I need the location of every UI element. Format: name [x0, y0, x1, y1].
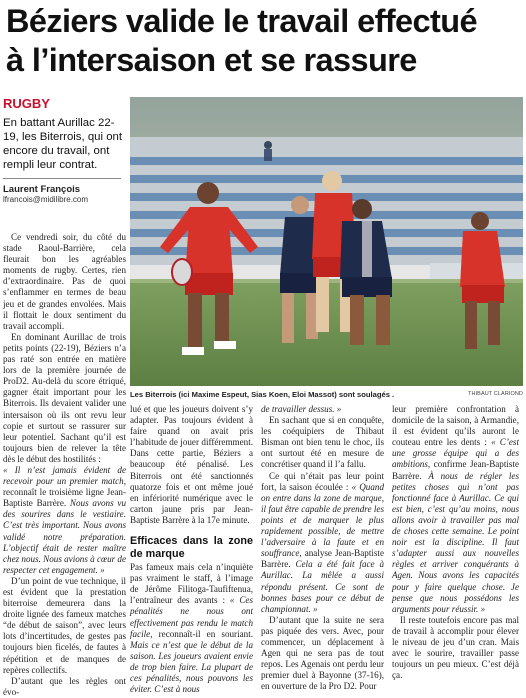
paragraph: Ce vendredi soir, du côté du stade Raoul-Barrière, cela fleurait bon les agréables moments de rugby. Certes, rien d’extraordinaire. Pas de quoi s’enflammer en termes de beau jeu et de grandes envolées. Mais il flottait le doux sentiment du travail accompli.: [3, 232, 126, 331]
paragraph: Il reste toutefois encore pas mal de travail à accomplir pour élever le niveau de jeu d’un cran. Mais avec le sourire, travailler passe toujours un peu mieux. C’est déjà ça.: [392, 614, 519, 681]
quote: Mais ce n’est que le début de la saison. Les joueurs avaient envie de trop bien faire. La plupart de ces pénalités, nous pouvons les éviter. C’est à nous: [130, 639, 253, 695]
photo-credit: THIBAUT CLARIOND: [468, 391, 523, 397]
paragraph: [392, 404, 519, 615]
paragraph: [261, 471, 384, 615]
paragraph-text: leur première confrontation à domicile de la saison, à Armandie, il est évident qu’ils auront le couteau entre les dents :: [392, 404, 519, 448]
paragraph: lué et que les joueurs doivent s’y adapter. Pas toujours évident à faire quand on avait pris l’habitude de jouer différemment. Dans cette partie, Béziers a beaucoup été pénalisé. Les Biterrois ont été sanctionnés quatorze fois et ont même joué en infériorité numérique avec le carton jaune pris par Jean-Baptiste Barrère à la 17e minute.: [130, 404, 253, 525]
attribution: , confirme Jean-Baptiste Barrère.: [392, 459, 519, 481]
paragraph-text: Pas fameux mais cela n’inquiète pas vraiment le staff, à l’image de Jérôme Filitoga-Taufiftenua, l’entraîneur des avants :: [130, 562, 253, 606]
paragraph: En dominant Aurillac de trois petits points (22-19), Béziers n’a pas raté son entrée en matière lors de la première journée de ProD2. Au-delà du score étriqué, gagner était important pour les Biterrois. Ils devaient valider une intersaison où ils ont revu leur copie et surtout se rassurer sur leur potentiel. Sachant qu’il est toujours bien de relever la tête dès le début des hostilités :: [3, 331, 126, 464]
paragraph: [130, 562, 253, 695]
photo-caption: [130, 389, 523, 401]
quote: Cela a été fait face à Aurillac. La mêlée a aussi répondu présent. Ce sont de bonnes bases pour ce début de championnat. »: [261, 559, 384, 614]
quote: « Ces pénalités ne nous ont effectivement pas rendu le match facile: [130, 595, 253, 639]
paragraph: [261, 404, 384, 415]
quote: « Quand on entre dans la zone de marque, il faut être capable de prendre les points et de marquer le plus rapidement possible, de mettre l’adversaire à la faute et en souffrance: [261, 481, 384, 559]
quote: Nous avons vu des sourires dans le vestiaire. C’est très important. Nous avons validé notre préparation. L’objectif était de rester maître chez nous. Nous avions à cœur de respecter cet engagement. »: [3, 498, 127, 575]
headline: [6, 2, 522, 80]
attribution: , reconnaît-il en souriant.: [150, 628, 253, 639]
article-column-1: [3, 232, 126, 698]
paragraph-text: Ce qui n’était pas leur point fort, la saison écoulée :: [261, 470, 384, 492]
rubric-label: RUGBY: [3, 96, 50, 111]
byline-divider: [3, 178, 121, 179]
paragraph: D’autant que la suite ne sera pas piquée des vers. Avec, pour commencer, un déplacement à Agen qui ne sera pas de tout repos. Les Agenais ont perdu leur premier duel à Bayonne (37-16), en ouverture de la Pro D2. Pour: [261, 614, 384, 692]
paragraph: En sachant que si en conquête, les coéquipiers de Thibaut Bisman ont bien tenu le choc, ils ont surtout été en mesure de concrétiser quand il l’a fallu.: [261, 415, 384, 470]
author-email: lfrancois@midilibre.com: [3, 195, 89, 204]
quote: de travailler dessus. »: [261, 404, 342, 414]
article-column-4: [392, 404, 519, 681]
subheading: Efficaces dans la zone de marque: [130, 535, 253, 560]
article-photo: [130, 97, 523, 386]
paragraph: D’un point de vue technique, il est évident que la prestation biterroise demeurera dans la droite lignée des fameux matches “de début de saison”, avec leurs lots d’incertitudes, de gestes pas toujours bien ficelés, de fautes à répétition et de manques de repères collectifs.: [3, 575, 126, 675]
attribution: , analyse Jean-Baptiste Barrère.: [261, 548, 384, 570]
attribution: , reconnaît le troisième ligne Jean-Baptiste Barrère.: [3, 476, 126, 509]
quote: « Il n’est jamais évident de recevoir pour un premier match: [3, 464, 126, 487]
headline-line-2: à l’intersaison et se rassure: [6, 42, 417, 78]
rugby-match-photo: [130, 97, 523, 386]
caption-text: Les Biterrois (ici Maxime Espeut, Sias Koen, Eloi Massot) sont soulagés .: [130, 390, 395, 399]
quote: « C’est une grosse équipe qui a des ambitions: [392, 437, 519, 470]
intro-column: [3, 96, 125, 205]
author-name: Laurent François: [3, 184, 81, 195]
standfirst: En battant Aurillac 22-19, les Biterrois, qui ont encore du travail, ont rempli leur contrat.: [3, 117, 123, 171]
article-column-3: [261, 404, 384, 692]
quote: À nous de régler les petites choses qui n’ont pas fonctionné face à Aurillac. Ce qui est bien, c’est qu’au moins, nous allons avoir à travailler pas mal de choses cette semaine. Le point noir est la discipline. Il faut s’adapter aussi aux nouvelles règles et arriver conquérants à Agen. Nous avons les capacités pour y faire quelque chose. Je pense que nous possédons les arguments pour réussir. »: [392, 470, 519, 614]
headline-line-1: Béziers valide le travail effectué: [6, 3, 477, 39]
paragraph: [3, 465, 126, 576]
article-column-2: [130, 404, 253, 695]
paragraph: D’autant que les règles ont évo-: [3, 675, 126, 697]
